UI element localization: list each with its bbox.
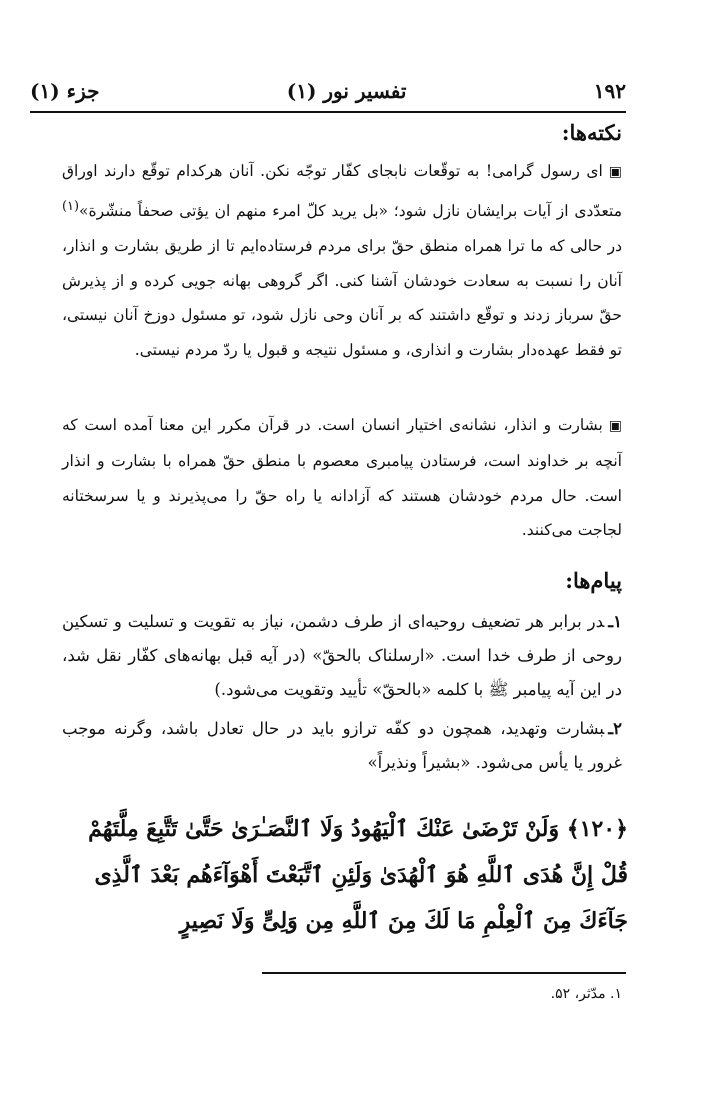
page-header (30, 76, 626, 106)
note-bullet-2: ▣ بشارت و انذار، نشانه‌ی اختیار انسان است. در قرآن مکرر این معنا آمده است که آنچه بر خداوند است، فرستادن پیامبری معصوم با منطق حقّ همراه با بشارت و انذار است. حال مردم خودشان هستند که آزادانه یا راه حقّ را می‌پذیرند و یا سرسختانه لجاجت می‌کنند. (62, 408, 622, 548)
verse-number: ﴿۱۲۰﴾ (566, 816, 628, 842)
quran-verse (68, 806, 628, 944)
messages-heading: پیام‌ها: (565, 568, 622, 593)
verse-text: وَلَنْ تَرْضَىٰ عَنْكَ ٱلْيَهُودُ وَلَا ٱلنَّصَـٰرَىٰ حَتَّىٰ تَتَّبِعَ مِلَّتَهُمْ قُلْ إِنَّ هُدَى ٱللَّهِ هُوَ ٱلْهُدَىٰ وَلَئِنِ ٱتَّبَعْتَ أَهْوَآءَهُم بَعْدَ ٱلَّذِى جَآءَكَ مِنَ ٱلْعِلْمِ مَا لَكَ مِنَ ٱللَّهِ مِن وَلِىٍّ وَلَا نَصِيرٍ (88, 816, 628, 934)
notes-heading: نکته‌ها: (561, 120, 622, 145)
part-label: جزء (۱) (30, 79, 100, 103)
note-bullet-1 (62, 154, 622, 368)
message-number: ۱ـ (608, 612, 622, 631)
footnote-marker: (۱) (62, 198, 80, 214)
footnote-divider (262, 972, 626, 974)
message-item-1 (62, 605, 622, 707)
note-1-continuation: در حالی که ما ترا همراه منطق حقّ برای مردم فرستاده‌ایم تا از طریق بشارت و انذار، آنان را نسبت به سعادت خودشان آشنا کنی. اگر گروهی بهانه جویی کرده و از پذیرش حقّ سرباز زدند و توقّع داشتند که بر آنان وحی نازل شود، تو مسئول دوزخ آنان نیستی، تو فقط عهده‌دار بشارت و انذاری، و مسئول نتیجه و قبول یا ردّ مردم نیستی. (62, 236, 622, 360)
header-divider (30, 111, 626, 113)
page-number: ۱۹۲ (593, 79, 626, 103)
message-item-2 (62, 712, 622, 780)
message-number: ۲ـ (608, 719, 622, 738)
note-1-text: ای رسول گرامی! به توقّعات نابجای کفّار توجّه نکن. آنان هرکدام توقّع دارند اوراق متعدّدی از آیات برایشان نازل شود؛ «بل یرید کلّ امرء منهم ان یؤتی صحفاً منشّرة» (62, 162, 622, 220)
message-text: در برابر هر تضعیف روحیه‌ای از طرف دشمن، نیاز به تقویت و تسلیت و تسکین روحی از طرف خدا است. «ارسلناک بالحقّ» (در آیه قبل بهانه‌های کفّار نقل شد، در این آیه پیامبر ﷺ با کلمه «بالحقّ» تأیید وتقویت می‌شود.) (62, 612, 622, 699)
message-text: بشارت وتهدید، همچون دو کفّه ترازو باید در حال تعادل باشد، وگرنه موجب غرور یا یأس می‌شود. «بشیراً ونذیراً» (62, 719, 622, 772)
footnote: ۱. مدّثر، ۵۲. (550, 986, 622, 1002)
book-title: تفسیر نور (۱) (286, 79, 407, 103)
